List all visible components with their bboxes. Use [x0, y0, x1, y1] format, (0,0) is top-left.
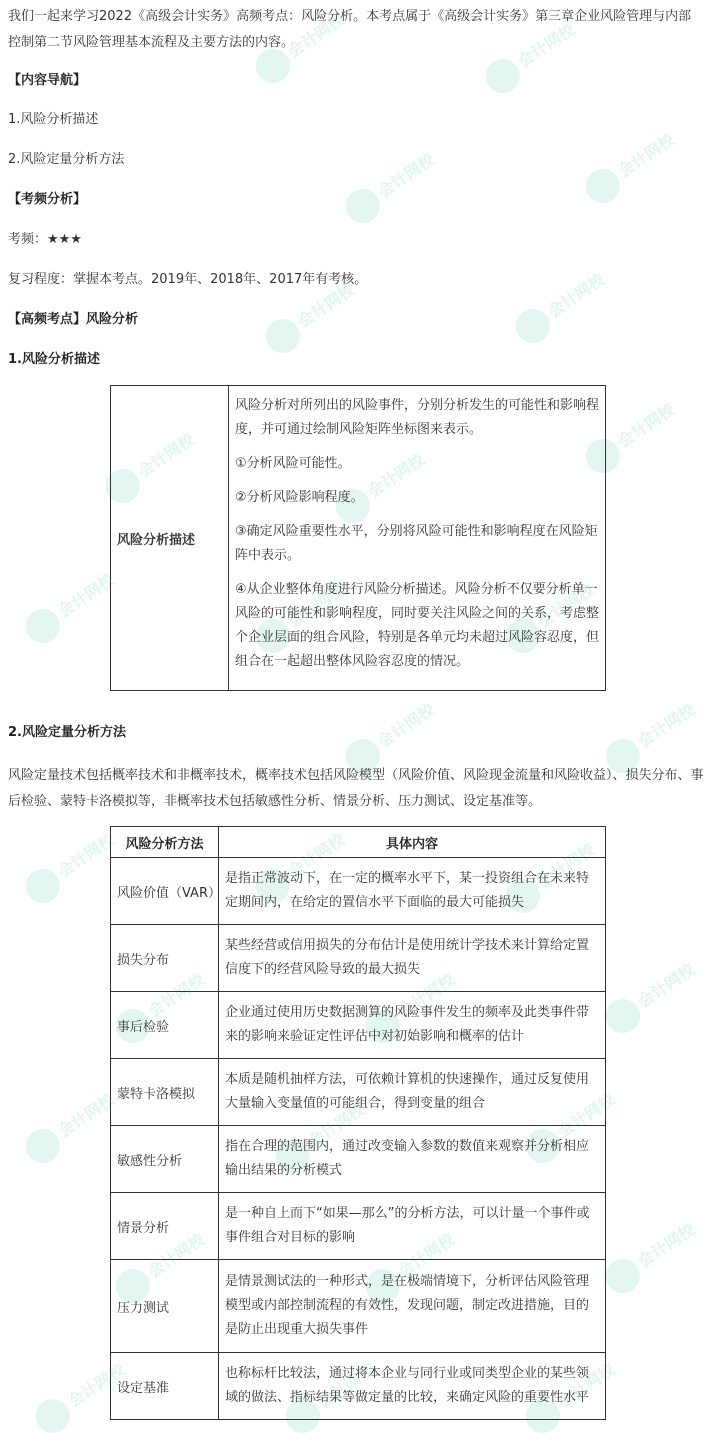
content-cell: 指在合理的范围内，通过改变输入参数的数值来观察并分析相应输出结果的分析模式	[219, 1126, 606, 1193]
quantitative-methods-table	[110, 826, 606, 1420]
method-cell: 损失分布	[111, 925, 219, 992]
content-cell: 某些经营或信用损失的分布估计是使用统计学技术来计算给定置信度下的经营风险导致的最大损失	[219, 925, 606, 992]
column-header: 风险分析方法	[111, 827, 219, 858]
table-row	[111, 1059, 606, 1126]
table-paragraph: ③确定风险重要性水平，分别将风险可能性和影响程度在风险矩阵中表示。	[235, 524, 598, 563]
content-cell: 是情景测试法的一种形式，是在极端情境下，分析评估风险管理模型或内部控制流程的有效性，发现问题，制定改进措施，目的是防止出现重大损失事件	[219, 1260, 606, 1353]
table-paragraph: 风险分析对所列出的风险事件，分别分析发生的可能性和影响程度，并可通过绘制风险矩阵坐标图来表示。	[235, 398, 600, 437]
table-label: 风险分析描述	[111, 386, 229, 691]
section2-heading: 2.风险定量分析方法	[8, 725, 126, 740]
table-row	[111, 1260, 606, 1353]
nav-item: 2.风险定量分析方法	[8, 152, 125, 167]
table-row	[111, 992, 606, 1059]
nav-item: 1.风险分析描述	[8, 112, 99, 127]
table-row	[111, 1193, 606, 1260]
freq-heading: 【考频分析】	[8, 192, 87, 207]
review-level: 复习程度：掌握本考点。2019年、2018年、2017年有考核。	[8, 272, 368, 287]
method-cell: 敏感性分析	[111, 1126, 219, 1193]
method-cell: 设定基准	[111, 1353, 219, 1420]
table-paragraph: ④从企业整体角度进行风险分析描述。风险分析不仅要分析单一风险的可能性和影响程度，同时要关注风险之间的关系，考虑整个企业层面的组合风险，特别是各单元均未超过风险容忍度，但组合在一起超出整体风险容忍度的情况。	[235, 582, 600, 669]
table-row	[111, 925, 606, 992]
content-cell: 是指正常波动下，在一定的概率水平下，某一投资组合在未来特定期间内，在给定的置信水平下面临的最大可能损失	[219, 858, 606, 925]
nav-heading: 【内容导航】	[8, 73, 87, 88]
table-row	[111, 386, 606, 691]
method-cell: 风险价值（VAR）	[111, 858, 219, 925]
method-cell: 压力测试	[111, 1260, 219, 1353]
method-cell: 事后检验	[111, 992, 219, 1059]
content-cell: 是一种自上而下“如果—那么”的分析方法，可以计量一个事件或事件组合对目标的影响	[219, 1193, 606, 1260]
section2-intro: 风险定量技术包括概率技术和非概率技术，概率技术包括风险模型（风险价值、风险现金流量和风险收益）、损失分布、事后检验、蒙特卡洛模拟等，非概率技术包括敏感性分析、情景分析、压力测试、设定基准等。	[8, 768, 704, 809]
content-cell: 企业通过使用历史数据测算的风险事件发生的频率及此类事件带来的影响来验证定性评估中对初始影响和概率的估计	[219, 992, 606, 1059]
method-cell: 蒙特卡洛模拟	[111, 1059, 219, 1126]
table-paragraph: ②分析风险影响程度。	[235, 490, 364, 505]
topic-heading: 【高频考点】风险分析	[8, 312, 139, 327]
table-paragraph: ①分析风险可能性。	[235, 456, 351, 471]
content-cell: 也称标杆比较法，通过将本企业与同行业或同类型企业的某些领域的做法、指标结果等做定量的比较，来确定风险的重要性水平	[219, 1353, 606, 1420]
table-header-row	[111, 827, 606, 858]
table-content	[229, 386, 606, 691]
section1-heading: 1.风险分析描述	[8, 352, 100, 367]
table-row	[111, 1126, 606, 1193]
table-row	[111, 858, 606, 925]
freq-stars: 考频：★★★	[8, 232, 82, 247]
method-cell: 情景分析	[111, 1193, 219, 1260]
table-row	[111, 1353, 606, 1420]
risk-analysis-table	[110, 385, 606, 691]
intro-paragraph: 我们一起来学习2022《高级会计实务》高频考点：风险分析。本考点属于《高级会计实务》第三章企业风险管理与内部控制第二节风险管理基本流程及主要方法的内容。	[8, 9, 692, 50]
content-cell: 本质是随机抽样方法，可依赖计算机的快速操作，通过反复使用大量输入变量值的可能组合，得到变量的组合	[219, 1059, 606, 1126]
column-header: 具体内容	[219, 827, 606, 858]
